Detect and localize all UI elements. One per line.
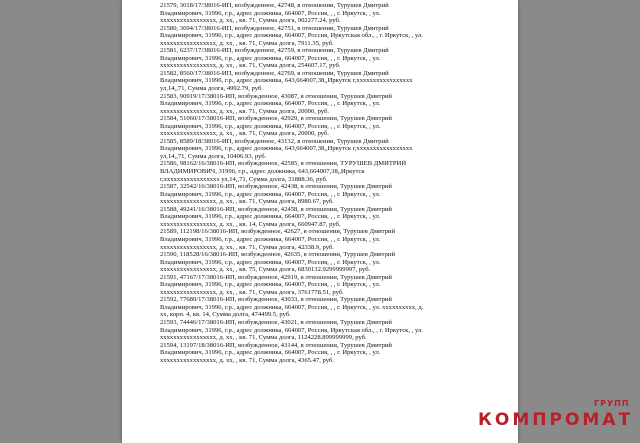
document-page	[122, 0, 518, 443]
document-line: Владимирович, 31996, г.р., адрес должника, 643,664007,38,,Иркутск г,xxxxxxxxxxxxxxxxx	[160, 77, 413, 85]
document-line: 21584, 51060/17/38016-ИП, возбужденное, 42929, в отношении, Турушев Дмитрий	[160, 115, 392, 123]
document-line: Владимирович, 31996, г.р., адрес должника, 664007, Россия, , , г. Иркутск, , ул.	[160, 258, 381, 266]
document-line: xxxxxxxxxxxxxxxxx, д. xx, , кв. 71, Сумма долга, 4365.47, руб.	[160, 356, 334, 364]
document-line: Владимирович, 31996, г.р., адрес должника, 664007, Россия, Иркутская обл., , г. Иркутск, , ул.	[160, 326, 423, 334]
watermark-logo	[478, 396, 638, 440]
document-line: 21587, 32542/16/38016-ИП, возбужденное, 42438, в отношении, Турушев Дмитрий	[160, 183, 392, 191]
document-line: xx, корп. 4, кв. 14, Сумма долга, 474499.5, руб.	[160, 311, 291, 319]
document-line: ул,14,,71, Сумма долга, 10406.93, руб.	[160, 152, 267, 160]
document-line: xxxxxxxxxxxxxxxxx, д. xx, , кв. 71, Сумма долга, 7911.35, руб.	[160, 39, 334, 47]
document-line: Владимирович, 31996, г.р., адрес должника, 664007, Россия, , , г. Иркутск, , ул.	[160, 100, 381, 108]
document-line: 21580, 3694/17/38016-ИП, возбужденное, 42751, в отношении, Турушев Дмитрий	[160, 24, 389, 32]
document-line: 21589, 112198/16/38016-ИП, возбужденное, 42627, в отношении, Турушев Дмитрий	[160, 228, 395, 236]
document-line: xxxxxxxxxxxxxxxxx, д. xx, , кв. 71, Сумма долга, 42338.9, руб.	[160, 243, 334, 251]
document-line: xxxxxxxxxxxxxxxxx, д. xx, , кв. 71, Сумма долга, 20000, руб.	[160, 107, 329, 115]
document-line: ул,14,,71, Сумма долга, 4992.79, руб.	[160, 85, 263, 93]
document-line: 21579, 3018/17/38016-ИП, возбужденное, 42748, в отношении, Турушев Дмитрий	[160, 2, 389, 9]
document-line: 21592, 77680/17/38016-ИП, возбужденное, 43033, в отношении, Турушев Дмитрий	[160, 296, 392, 304]
document-line: Владимирович, 31996, г.р., адрес должника, 664007, Россия, , , г. Иркутск, , ул.	[160, 122, 381, 130]
document-line: xxxxxxxxxxxxxxxxx, д. xx, , кв. 75, Сумма долга, 6830132.9299999997, руб.	[160, 266, 371, 274]
document-line: 21582, 8560/17/38016-ИП, возбужденное, 42769, в отношении, Турушев Дмитрий	[160, 69, 389, 77]
document-line: xxxxxxxxxxxxxxxxx, д. xx, , кв. 71, Сумма долга, 20000, руб.	[160, 130, 329, 138]
document-line: 21583, 90919/17/38016-ИП, возбужденное, 43087, в отношении, Турушев Дмитрий	[160, 92, 392, 100]
document-line: xxxxxxxxxxxxxxxxx, д. xx, , кв. 14, Сумма долга, 660947.87, руб.	[160, 220, 341, 228]
document-line: Владимирович, 31996, г.р., адрес должника, 664007, Россия, , , г. Иркутск, , ул.	[160, 349, 381, 357]
document-line: 21593, 74446/17/38016-ИП, возбужденное, 43021, в отношении, Турушев Дмитрий	[160, 318, 392, 326]
document-line: 21590, 118528/16/38016-ИП, возбужденное, 42635, в отношении, Турушев Дмитрий	[160, 251, 395, 259]
document-line: Владимирович, 31996, г.р., адрес должника, 664007, Россия, , , г. Иркутск, , ул. xxxxxxxxxx, д.	[160, 303, 424, 311]
document-line: 21591, 47167/17/38016-ИП, возбужденное, 42919, в отношении, Турушев Дмитрий	[160, 273, 392, 281]
document-line: xxxxxxxxxxxxxxxxx, д. xx, , кв. 71, Сумма долга, 3761778.51, руб.	[160, 288, 344, 296]
watermark-sub-text: ГРУПП	[594, 399, 630, 408]
document-line: xxxxxxxxxxxxxxxxx, д. xx, , кв. 71, Сумма долга, 8980.67, руб.	[160, 198, 334, 206]
document-line: Владимирович, 31996, г.р., адрес должника, 664007, Россия, , , г. Иркутск, , ул.	[160, 213, 381, 221]
document-line: xxxxxxxxxxxxxxxxx, д. xx, , кв. 71, Сумма долга, 902277.24, руб.	[160, 17, 341, 25]
document-line: Владимирович, 31996, г.р., адрес должника, 664007, Россия, Иркутская обл., , г. Иркутск, , ул.	[160, 32, 423, 40]
document-line: Владимирович, 31996, г.р., адрес должника, 664007, Россия, , , г. Иркутск, , ул.	[160, 281, 381, 289]
document-line: 21585, 8589/18/38016-ИП, возбужденное, 43132, в отношении, Турушев Дмитрий	[160, 137, 389, 145]
document-line: ВЛАДИМИРОВИЧ, 31996, г.р., адрес должника, 643,664007,38,,Иркутск	[160, 168, 365, 176]
document-line: Владимирович, 31996, г.р., адрес должника, 664007, Россия, , , г. Иркутск, , ул.	[160, 190, 381, 198]
document-line: xxxxxxxxxxxxxxxxx, д. xx, , кв. 71, Сумма долга, 254607.17, руб.	[160, 62, 341, 70]
document-line: 21581, 6237/17/38016-ИП, возбужденное, 42759, в отношении, Турушев Дмитрий	[160, 47, 389, 55]
document-line: Владимирович, 31996, г.р., адрес должника, 664007, Россия, , , г. Иркутск, , ул.	[160, 54, 381, 62]
document-line: xxxxxxxxxxxxxxxxx, д. xx, , кв. 71, Сумма долга, 1124228.899999999, руб.	[160, 334, 367, 342]
document-text	[160, 2, 512, 364]
document-line: 21588, 49241/16/38016-ИП, возбужденное, 42458, в отношении, Турушев Дмитрий	[160, 205, 392, 213]
document-line: 21586, 98162/16/38016-ИП, возбужденное, 42585, в отношении, ТУРУШЕВ ДМИТРИЙ	[160, 160, 407, 168]
document-line: г,xxxxxxxxxxxxxxxxx ул,14,,71, Сумма долга, 31888.36, руб.	[160, 175, 328, 183]
document-line: 21594, 13197/18/38016-ИП, возбужденное, 43144, в отношении, Турушев Дмитрий	[160, 341, 392, 349]
document-line: Владимирович, 31996, г.р., адрес должника, 664007, Россия, , , г. Иркутск, , ул.	[160, 235, 381, 243]
document-line: Владимирович, 31996, г.р., адрес должника, 643,664007,38,,Иркутск г,xxxxxxxxxxxxxxxxx	[160, 145, 413, 153]
document-line: Владимирович, 31996, г.р., адрес должника, 664007, Россия, , , г. Иркутск, , ул.	[160, 9, 381, 17]
watermark-main-text: КОМПРОМАТ	[478, 410, 634, 430]
